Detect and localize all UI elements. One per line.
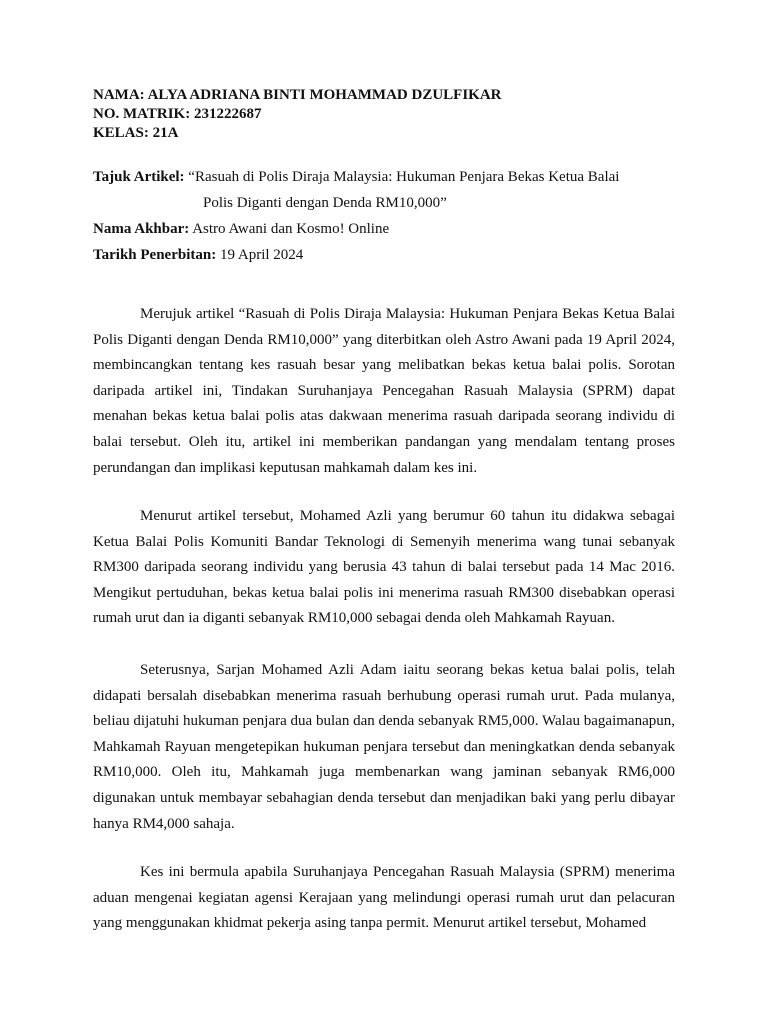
body-paragraph: Merujuk artikel “Rasuah di Polis Diraja Malaysia: Hukuman Penjara Bekas Ketua Balai Polis Diganti dengan Denda RM10,000” yang diterbitkan oleh Astro Awani pada 19 April 2024, membincangkan tentang kes rasuah besar yang melibatkan bekas ketua balai polis. Sorotan daripada artikel ini, Tindakan Suruhanjaya Pencegahan Rasuah Malaysia (SPRM) dapat menahan bekas ketua balai polis atas dakwaan menerima rasuah daripada seorang individu di balai tersebut. Oleh itu, artikel ini memberikan pandangan yang mendalam tentang proses perundangan dan implikasi keputusan mahkamah dalam kes ini. [93,306,675,476]
class-label: KELAS: 21A [93,125,179,141]
body-paragraph: Menurut artikel tersebut, Mohamed Azli yang berumur 60 tahun itu didakwa sebagai Ketua Balai Polis Komuniti Bandar Teknologi di Semenyih menerima wang tunai sebanyak RM300 daripada seorang individu yang berusia 43 tahun di balai tersebut pada 14 Mac 2016. Mengikut pertuduhan, bekas ketua balai polis ini menerima rasuah RM300 disebabkan operasi rumah urut dan ia diganti sebanyak RM10,000 sebagai denda oleh Mahkamah Rayuan. [93,508,675,627]
student-name: NAMA: ALYA ADRIANA BINTI MOHAMMAD DZULFIKAR [93,87,502,103]
student-header [93,86,502,143]
matric-number: NO. MATRIK: 231222687 [93,106,262,122]
article-title-line2: Polis Diganti dengan Denda RM10,000” [203,195,447,211]
newspaper-label: Nama Akhbar: [93,221,190,237]
body-paragraph: Seterusnya, Sarjan Mohamed Azli Adam iaitu seorang bekas ketua balai polis, telah didapati bersalah disebabkan menerima rasuah berhubung operasi rumah urut. Pada mulanya, beliau dijatuhi hukuman penjara dua bulan dan denda sebanyak RM5,000. Walau bagaimanapun, Mahkamah Rayuan mengetepikan hukuman penjara tersebut dan meningkatkan denda sebanyak RM10,000. Oleh itu, Mahkamah juga membenarkan wang jaminan sebanyak RM6,000 digunakan untuk membayar sebahagian denda tersebut dan menjadikan baki yang perlu dibayar hanya RM4,000 sahaja. [93,662,675,832]
article-meta [93,164,683,268]
publish-date-row [93,242,683,268]
newspaper-row [93,216,683,242]
newspaper-value: Astro Awani dan Kosmo! Online [192,221,390,237]
publish-date-label: Tarikh Penerbitan: [93,247,217,263]
publish-date-value: 19 April 2024 [219,247,304,263]
body-paragraph: Kes ini bermula apabila Suruhanjaya Pencegahan Rasuah Malaysia (SPRM) menerima aduan mengenai kegiatan agensi Kerajaan yang melindungi operasi rumah urut dan pelacuran yang menggunakan khidmat pekerja asing tanpa permit. Menurut artikel tersebut, Mohamed [93,864,675,932]
article-title-label: Tajuk Artikel: [93,169,185,185]
article-title-row [93,164,683,190]
article-title-line1: “Rasuah di Polis Diraja Malaysia: Hukuman Penjara Bekas Ketua Balai [188,169,620,185]
